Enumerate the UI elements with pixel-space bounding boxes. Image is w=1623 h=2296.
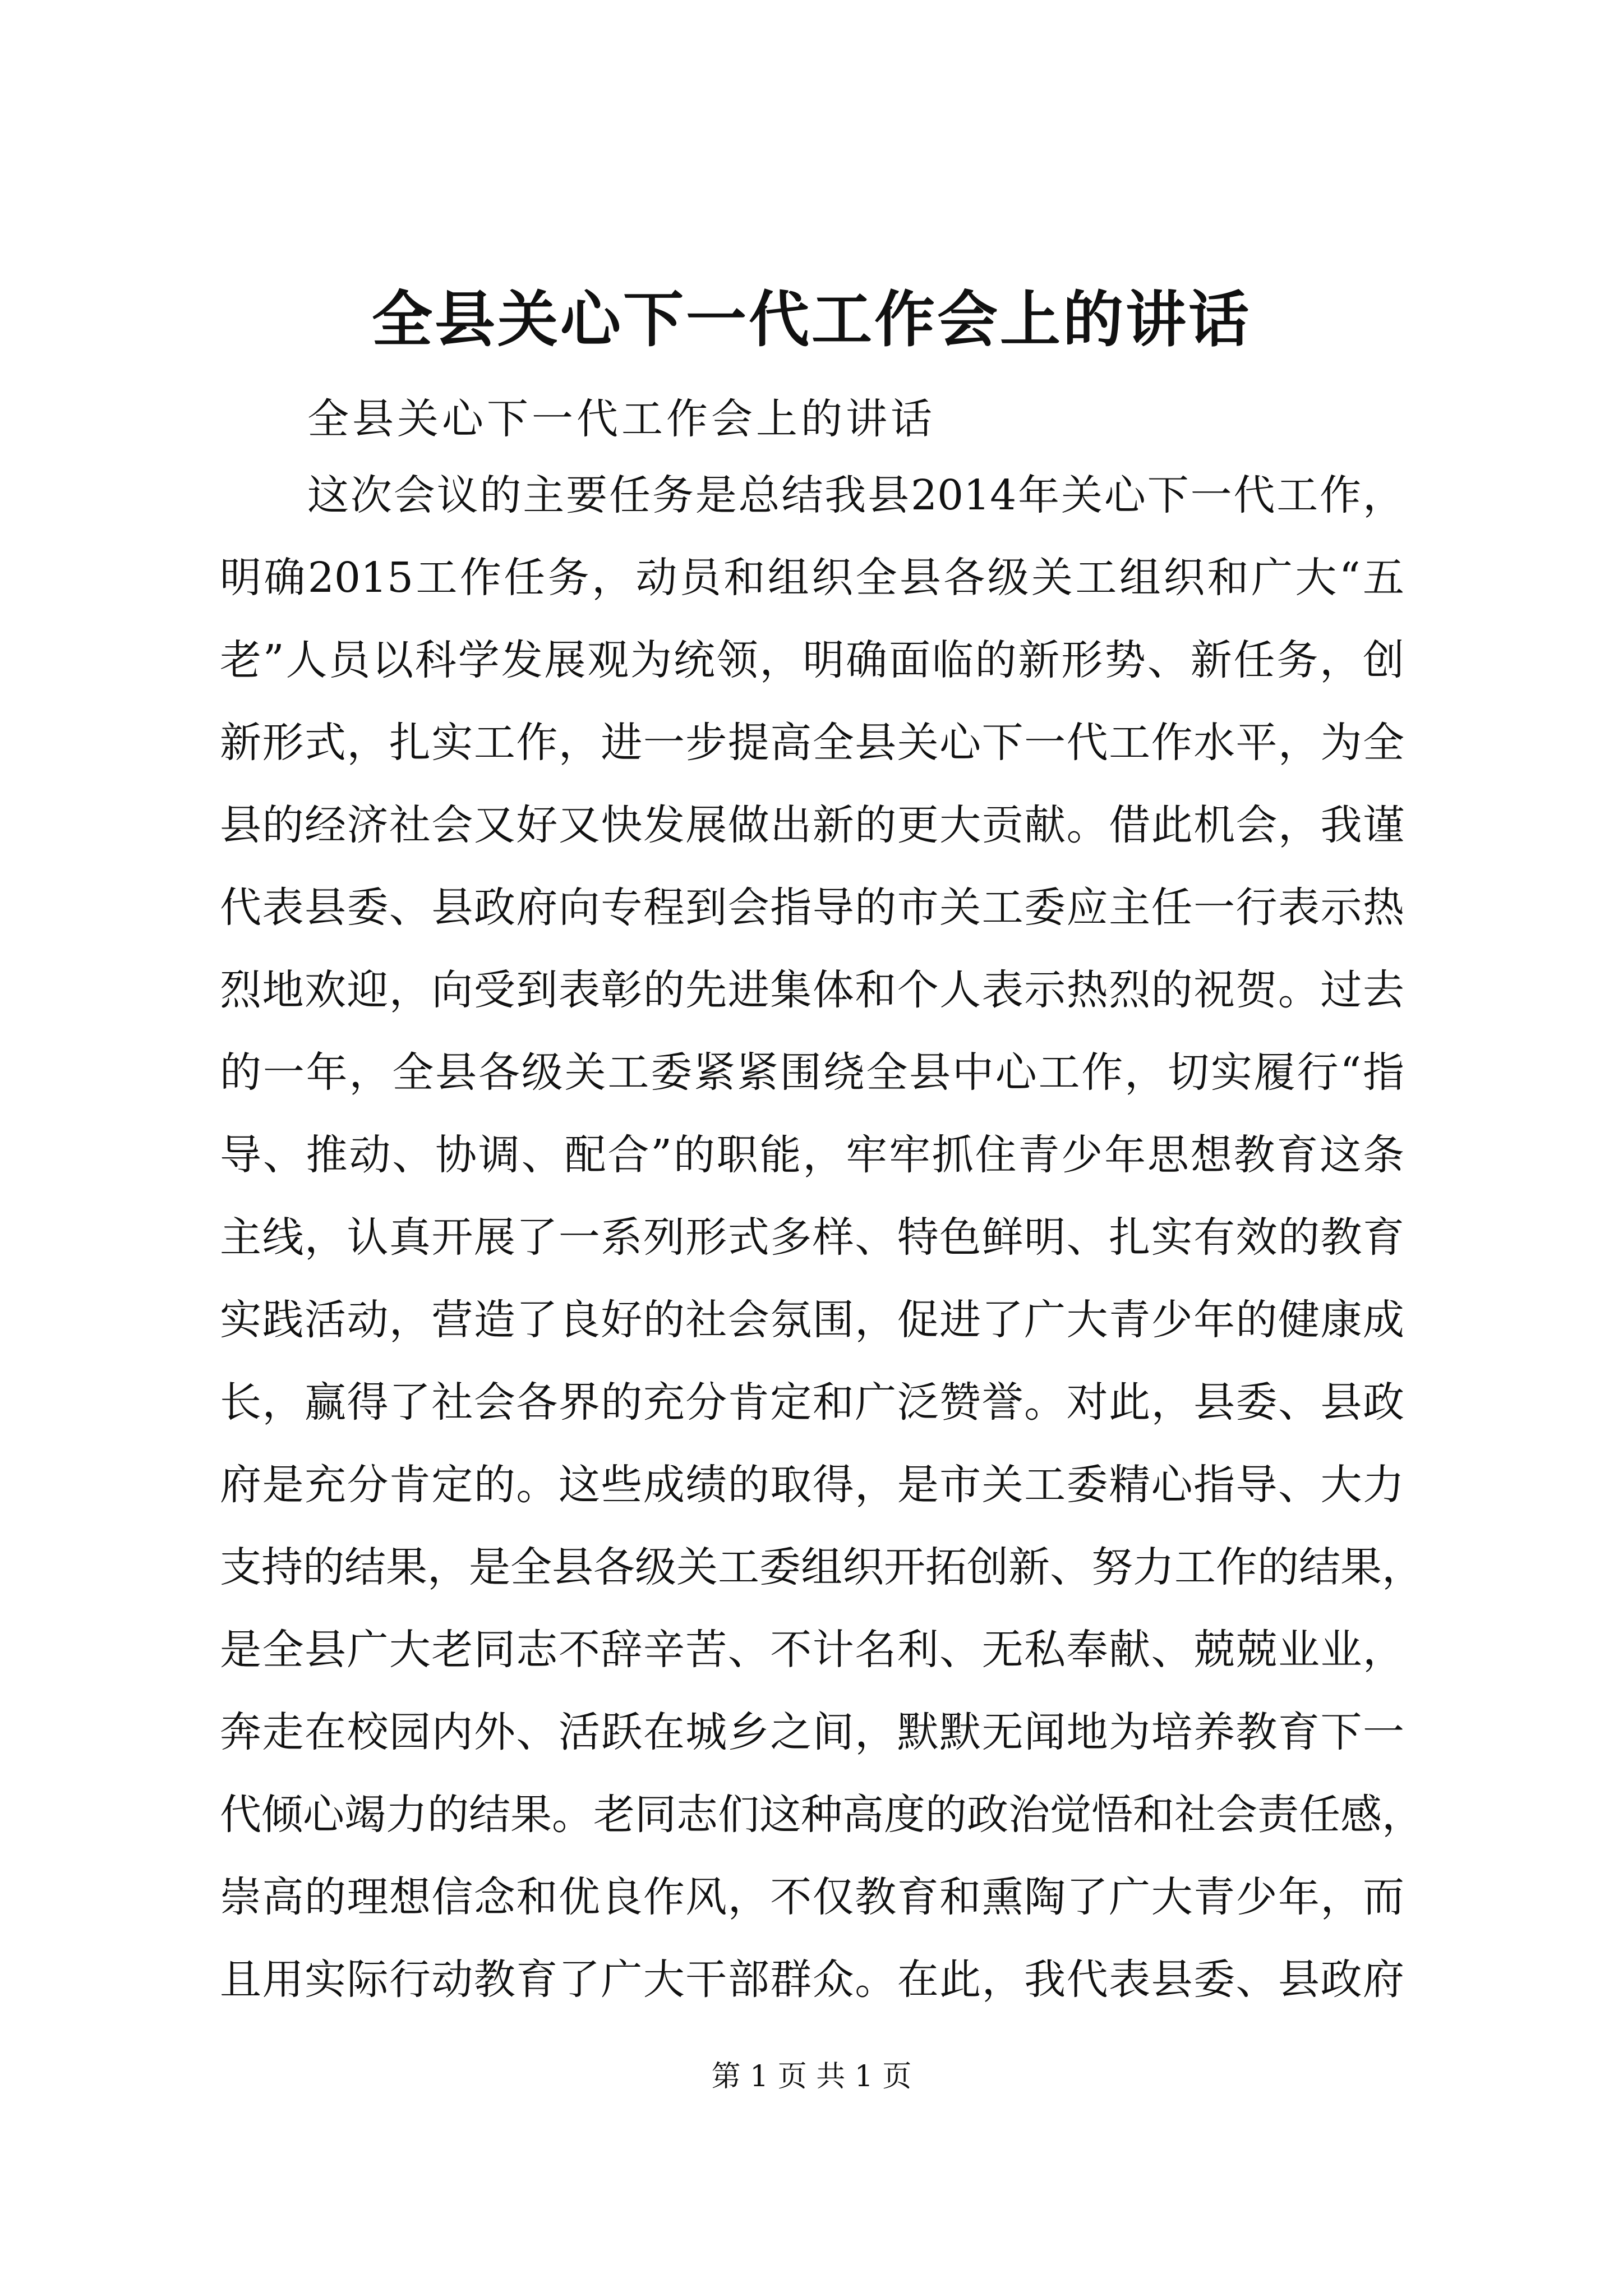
body-line: 这次会议的主要任务是总结我县2014年关心下一代工作， bbox=[307, 471, 1404, 519]
body-line: 支持的结果，是全县各级关工委组织开拓创新、努力工作的结果， bbox=[220, 1543, 1423, 1591]
document-subtitle: 全县关心下一代工作会上的讲话 bbox=[307, 395, 935, 443]
body-line: 且用实际行动教育了广大干部群众。在此，我代表县委、县政府 bbox=[220, 1955, 1404, 2004]
body-line: 府是充分肯定的。这些成绩的取得，是市关工委精心指导、大力 bbox=[220, 1461, 1404, 1509]
page-footer: 第 1 页 共 1 页 bbox=[711, 2060, 912, 2093]
body-line: 新形式，扎实工作，进一步提高全县关心下一代工作水平，为全 bbox=[220, 719, 1404, 767]
document-title: 全县关心下一代工作会上的讲话 bbox=[371, 284, 1251, 355]
body-line: 导、推动、协调、配合”的职能，牢牢抓住青少年思想教育这条 bbox=[220, 1131, 1404, 1179]
body-line: 老”人员以科学发展观为统领，明确面临的新形势、新任务，创 bbox=[220, 636, 1404, 684]
body-line: 主线，认真开展了一系列形式多样、特色鲜明、扎实有效的教育 bbox=[220, 1213, 1404, 1262]
body-line: 代倾心竭力的结果。老同志们这种高度的政治觉悟和社会责任感， bbox=[220, 1791, 1423, 1839]
body-line: 明确2015工作任务，动员和组织全县各级关工组织和广大“五 bbox=[220, 554, 1404, 602]
body-line: 是全县广大老同志不辞辛苦、不计名利、无私奉献、兢兢业业， bbox=[220, 1626, 1404, 1674]
body-line: 烈地欢迎，向受到表彰的先进集体和个人表示热烈的祝贺。过去 bbox=[220, 966, 1404, 1014]
body-line: 奔走在校园内外、活跃在城乡之间，默默无闻地为培养教育下一 bbox=[220, 1708, 1404, 1756]
body-line: 的一年，全县各级关工委紧紧围绕全县中心工作，切实履行“指 bbox=[220, 1048, 1404, 1097]
body-line: 实践活动，营造了良好的社会氛围，促进了广大青少年的健康成 bbox=[220, 1296, 1404, 1344]
body-line: 代表县委、县政府向专程到会指导的市关工委应主任一行表示热 bbox=[220, 884, 1404, 932]
body-line: 长，赢得了社会各界的充分肯定和广泛赞誉。对此，县委、县政 bbox=[220, 1378, 1404, 1427]
body-line: 崇高的理想信念和优良作风，不仅教育和熏陶了广大青少年，而 bbox=[220, 1873, 1404, 1921]
body-line: 县的经济社会又好又快发展做出新的更大贡献。借此机会，我谨 bbox=[220, 801, 1404, 849]
